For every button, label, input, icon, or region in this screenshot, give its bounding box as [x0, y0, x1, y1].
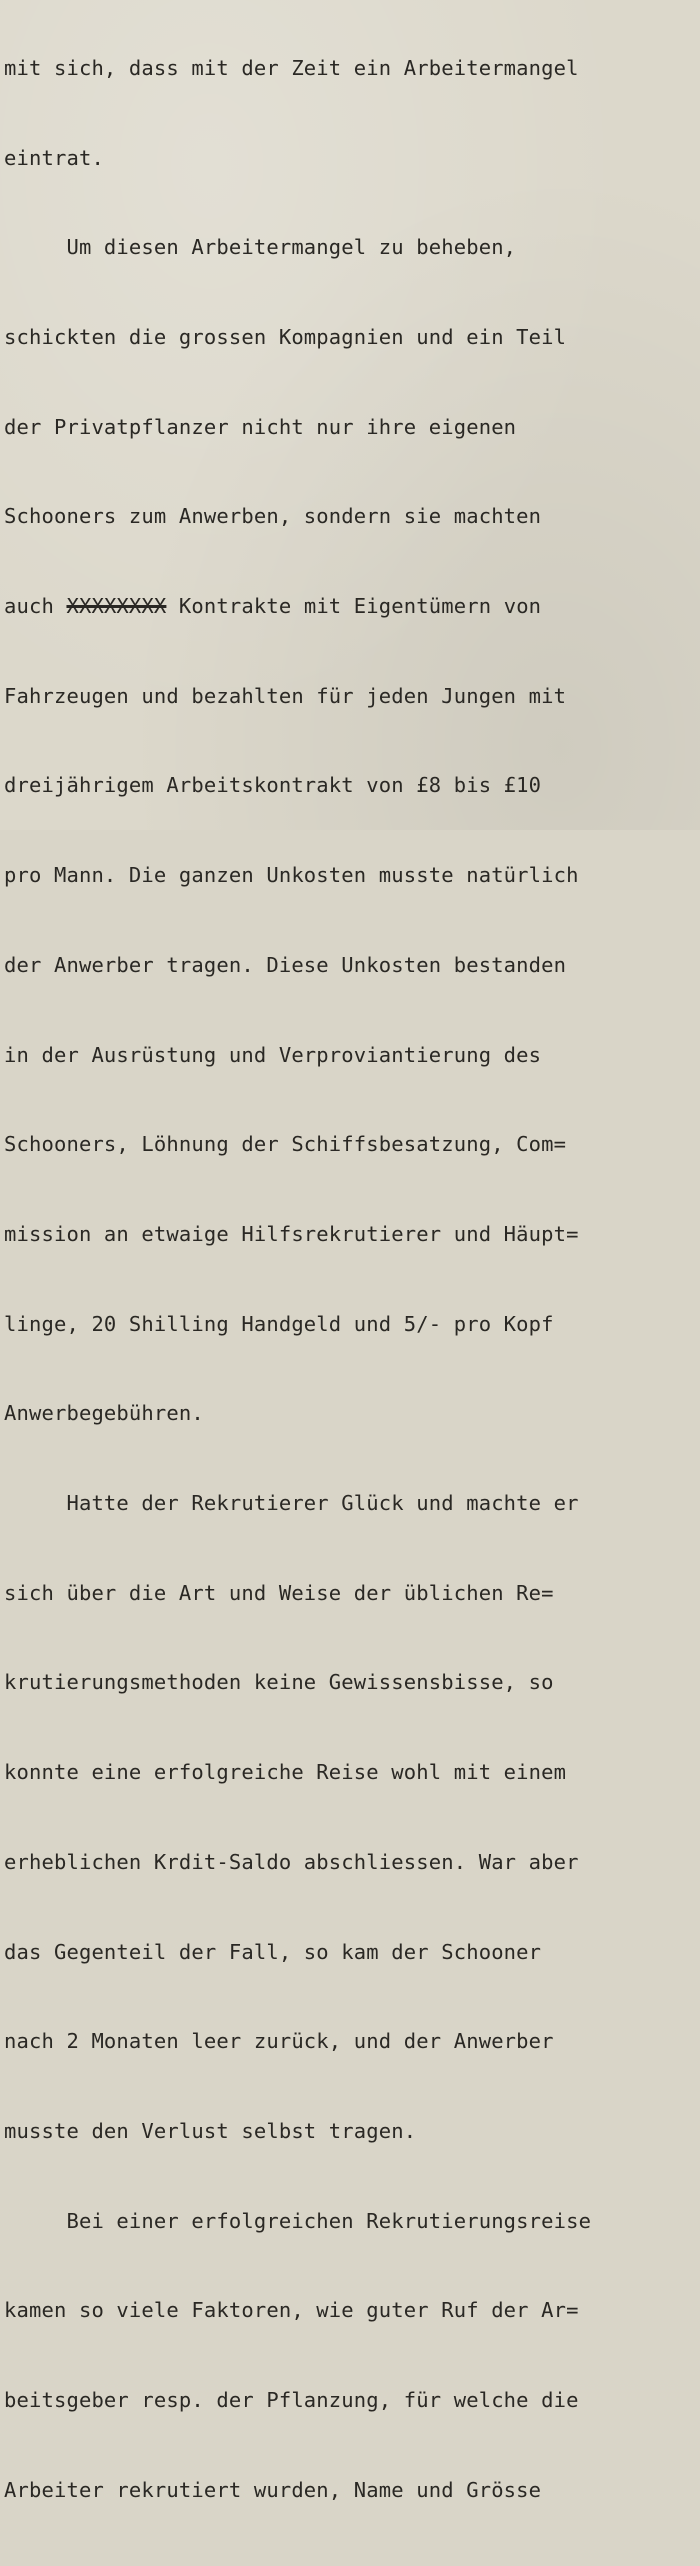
text-line: kamen so viele Faktoren, wie guter Ruf der Ar=: [4, 2298, 579, 2323]
text-line: mission an etwaige Hilfsrekrutierer und Häupt=: [4, 1221, 579, 1246]
text-line: schickten die grossen Kompagnien und ein Teil: [4, 324, 567, 349]
text-line: eintrat.: [4, 145, 104, 170]
text-line: Anwerbegebühren.: [4, 1401, 204, 1426]
text-line: nach 2 Monaten leer zurück, und der Anwerber: [4, 2029, 554, 2054]
text-line: konnte eine erfolgreiche Reise wohl mit einem: [4, 1760, 567, 1785]
text-line: das Gegenteil der Fall, so kam der Schooner: [4, 1939, 542, 1964]
text-line: der Anwerber tragen. Diese Unkosten bestanden: [4, 952, 567, 977]
text-line: Fahrzeugen und bezahlten für jeden Jungen mit: [4, 683, 567, 708]
text-line: in der Ausrüstung und Verproviantierung des: [4, 1042, 542, 1067]
text-line: Um diesen Arbeitermangel zu beheben,: [4, 235, 517, 260]
line-spacer: [166, 594, 179, 618]
text-line: krutierungsmethoden keine Gewissensbisse, so: [4, 1670, 554, 1695]
text-line: linge, 20 Shilling Handgeld und 5/- pro Kopf: [4, 1311, 554, 1336]
text-line: Schooners zum Anwerben, sondern sie machten: [4, 504, 542, 529]
text-line: dreijährigem Arbeitskontrakt von £8 bis £10: [4, 773, 542, 798]
text-line: sich über die Art und Weise der üblichen Re=: [4, 1580, 554, 1605]
text-line: mit sich, dass mit der Zeit ein Arbeitermangel: [4, 55, 579, 80]
text-line: erheblichen Krdit-Saldo abschliessen. War aber: [4, 1849, 579, 1874]
text-line: musste den Verlust selbst tragen.: [4, 2118, 417, 2143]
text-line: der Privatpflanzer nicht nur ihre eigenen: [4, 414, 517, 439]
text-line: Hatte der Rekrutierer Glück und machte er: [4, 1491, 579, 1516]
text-line-with-strikeout: [4, 592, 700, 622]
line-remainder: Kontrakte mit Eigentümern von: [178, 594, 542, 619]
struck-out-text: XXXXXXXX: [66, 594, 167, 619]
text-line: Bei einer erfolgreichen Rekrutierungsreise: [4, 2208, 592, 2233]
text-line: pro Mann. Die ganzen Unkosten musste natürlich: [4, 863, 579, 888]
text-line: beitsgeber resp. der Pflanzung, für welche die: [4, 2388, 579, 2413]
text-line: Schooners, Löhnung der Schiffsbesatzung, Com=: [4, 1132, 567, 1157]
line-prefix: auch: [4, 594, 67, 619]
page-text: [4, 0, 700, 2566]
text-line: Arbeiter rekrutiert wurden, Name und Grösse: [4, 2477, 542, 2502]
